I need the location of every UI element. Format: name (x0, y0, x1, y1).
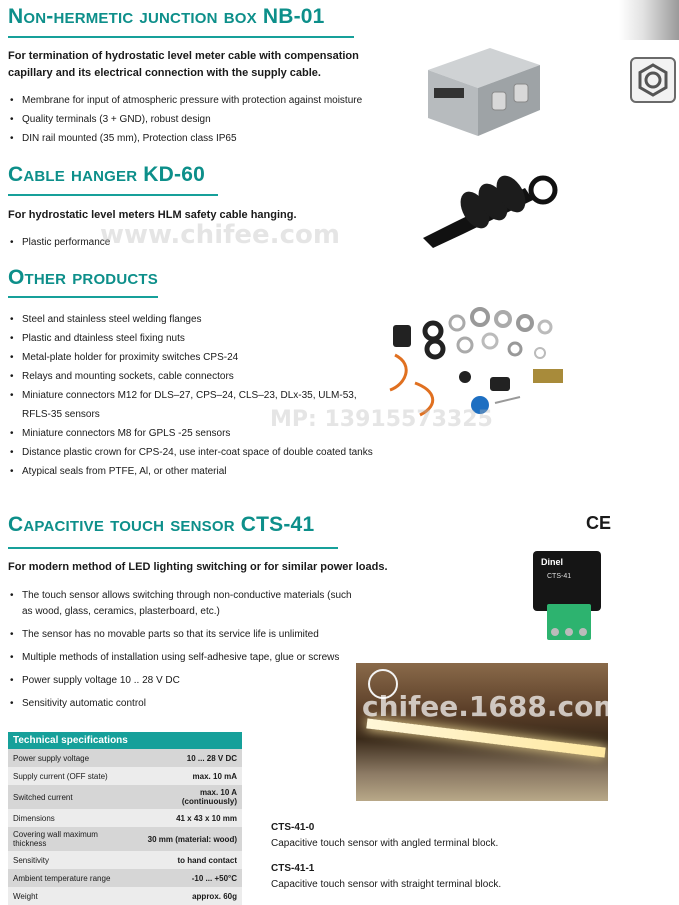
table-row (8, 869, 242, 887)
other-title: Other products (8, 266, 158, 289)
list-item: • Multiple methods of installation using self-adhesive tape, glue or screws (8, 650, 358, 666)
spec-value: 30 mm (material: wood) (138, 827, 242, 851)
spec-value: approx. 60g (138, 887, 242, 905)
list-item: • Miniature connectors M12 for DLS–27, CPS–24, CLS–23, DLx-35, ULM-53, RFLS-35 sensors (8, 386, 388, 424)
variant-description: Capacitive touch sensor with angled terminal block. (271, 838, 499, 849)
list-item: • Metal-plate holder for proximity switches CPS-24 (8, 348, 388, 367)
spec-label: Weight (8, 887, 138, 905)
table-row (8, 767, 242, 785)
ce-mark-icon: CE (586, 513, 612, 533)
led-kitchen-photo (356, 663, 608, 801)
nb01-bullets (8, 91, 398, 148)
list-item: • DIN rail mounted (35 mm), Protection class IP65 (8, 129, 398, 148)
table-row (8, 827, 242, 851)
table-row (8, 749, 242, 767)
cable-hanger-image (415, 160, 565, 252)
list-item: • Atypical seals from PTFE, Al, or other material (8, 462, 388, 481)
terminal-block-image (547, 604, 591, 640)
spec-label: Dimensions (8, 809, 138, 827)
variant-description: Capacitive touch sensor with straight terminal block. (271, 879, 502, 890)
hexagon-nut-icon (630, 57, 676, 103)
spec-value: 41 x 43 x 10 mm (138, 809, 242, 827)
list-item: • Relays and mounting sockets, cable connectors (8, 367, 388, 386)
title-underline (8, 296, 158, 298)
list-item: • Plastic and dtainless steel fixing nuts (8, 329, 388, 348)
other-bullets (8, 310, 388, 481)
led-strip (366, 718, 605, 757)
watermark: MP: 13915573325 (270, 407, 493, 432)
cts41-title: Capacitive touch sensor CTS-41 (8, 513, 315, 536)
title-underline (8, 36, 354, 38)
list-item: • Quality terminals (3 + GND), robust design (8, 110, 398, 129)
spec-label: Supply current (OFF state) (8, 767, 138, 785)
nb01-title: Non-hermetic junction box NB-01 (8, 5, 325, 28)
table-header: Technical specifications (8, 732, 242, 749)
variant-name: CTS-41-0 (271, 822, 315, 833)
spec-value: -10 ... +50°C (138, 869, 242, 887)
device-brand: Dinel (541, 557, 564, 567)
variant-name: CTS-41-1 (271, 863, 315, 874)
list-item: • Power supply voltage 10 .. 28 V DC (8, 673, 358, 689)
spec-value: to hand contact (138, 851, 242, 869)
list-item: • The sensor has no movable parts so that its service life is unlimited (8, 627, 358, 643)
junction-box-image (420, 40, 545, 138)
list-item: • Sensitivity automatic control (8, 696, 358, 712)
list-item: • Membrane for input of atmospheric pressure with protection against moisture (8, 91, 398, 110)
nb01-lead: For termination of hydrostatic level meter cable with compensation capillary and its electrical connection with the supply cable. (8, 50, 359, 79)
title-underline (8, 194, 218, 196)
kd60-lead: For hydrostatic level meters HLM safety cable hanging. (8, 209, 297, 221)
spec-label: Covering wall maximum thickness (8, 827, 138, 851)
cts41-lead: For modern method of LED lighting switching or for similar power loads. (8, 561, 388, 573)
list-item: • The touch sensor allows switching through non-conductive materials (such as wood, glass, ceramics, plasterboard, etc.) (8, 588, 358, 620)
table-row (8, 809, 242, 827)
spec-label: Power supply voltage (8, 749, 138, 767)
spec-label: Ambient temperature range (8, 869, 138, 887)
spec-value: 10 ... 28 V DC (138, 749, 242, 767)
device-model: CTS-41 (547, 573, 572, 580)
cts41-device-image (533, 551, 601, 611)
spec-label: Sensitivity (8, 851, 138, 869)
cts41-bullets (8, 588, 358, 712)
kd60-title: Cable hanger KD-60 (8, 163, 205, 186)
spec-value: max. 10 A (continuously) (138, 785, 242, 809)
watermark: www.chifee.com (100, 220, 340, 250)
list-item: • Steel and stainless steel welding flanges (8, 310, 388, 329)
list-item: • Distance plastic crown for CPS-24, use inter-coat space of double coated tanks (8, 443, 388, 462)
table-row (8, 785, 242, 809)
list-item: • Miniature connectors M8 for GPLS -25 sensors (8, 424, 388, 443)
technical-specifications-table (8, 732, 242, 905)
spec-value: max. 10 mA (138, 767, 242, 785)
table-row (8, 851, 242, 869)
title-underline (8, 547, 338, 549)
list-item: • Plastic performance (8, 233, 308, 252)
corner-decoration (619, 0, 679, 40)
spec-label: Switched current (8, 785, 138, 809)
table-row (8, 887, 242, 905)
watermark: chifee.1688.com (362, 690, 623, 723)
